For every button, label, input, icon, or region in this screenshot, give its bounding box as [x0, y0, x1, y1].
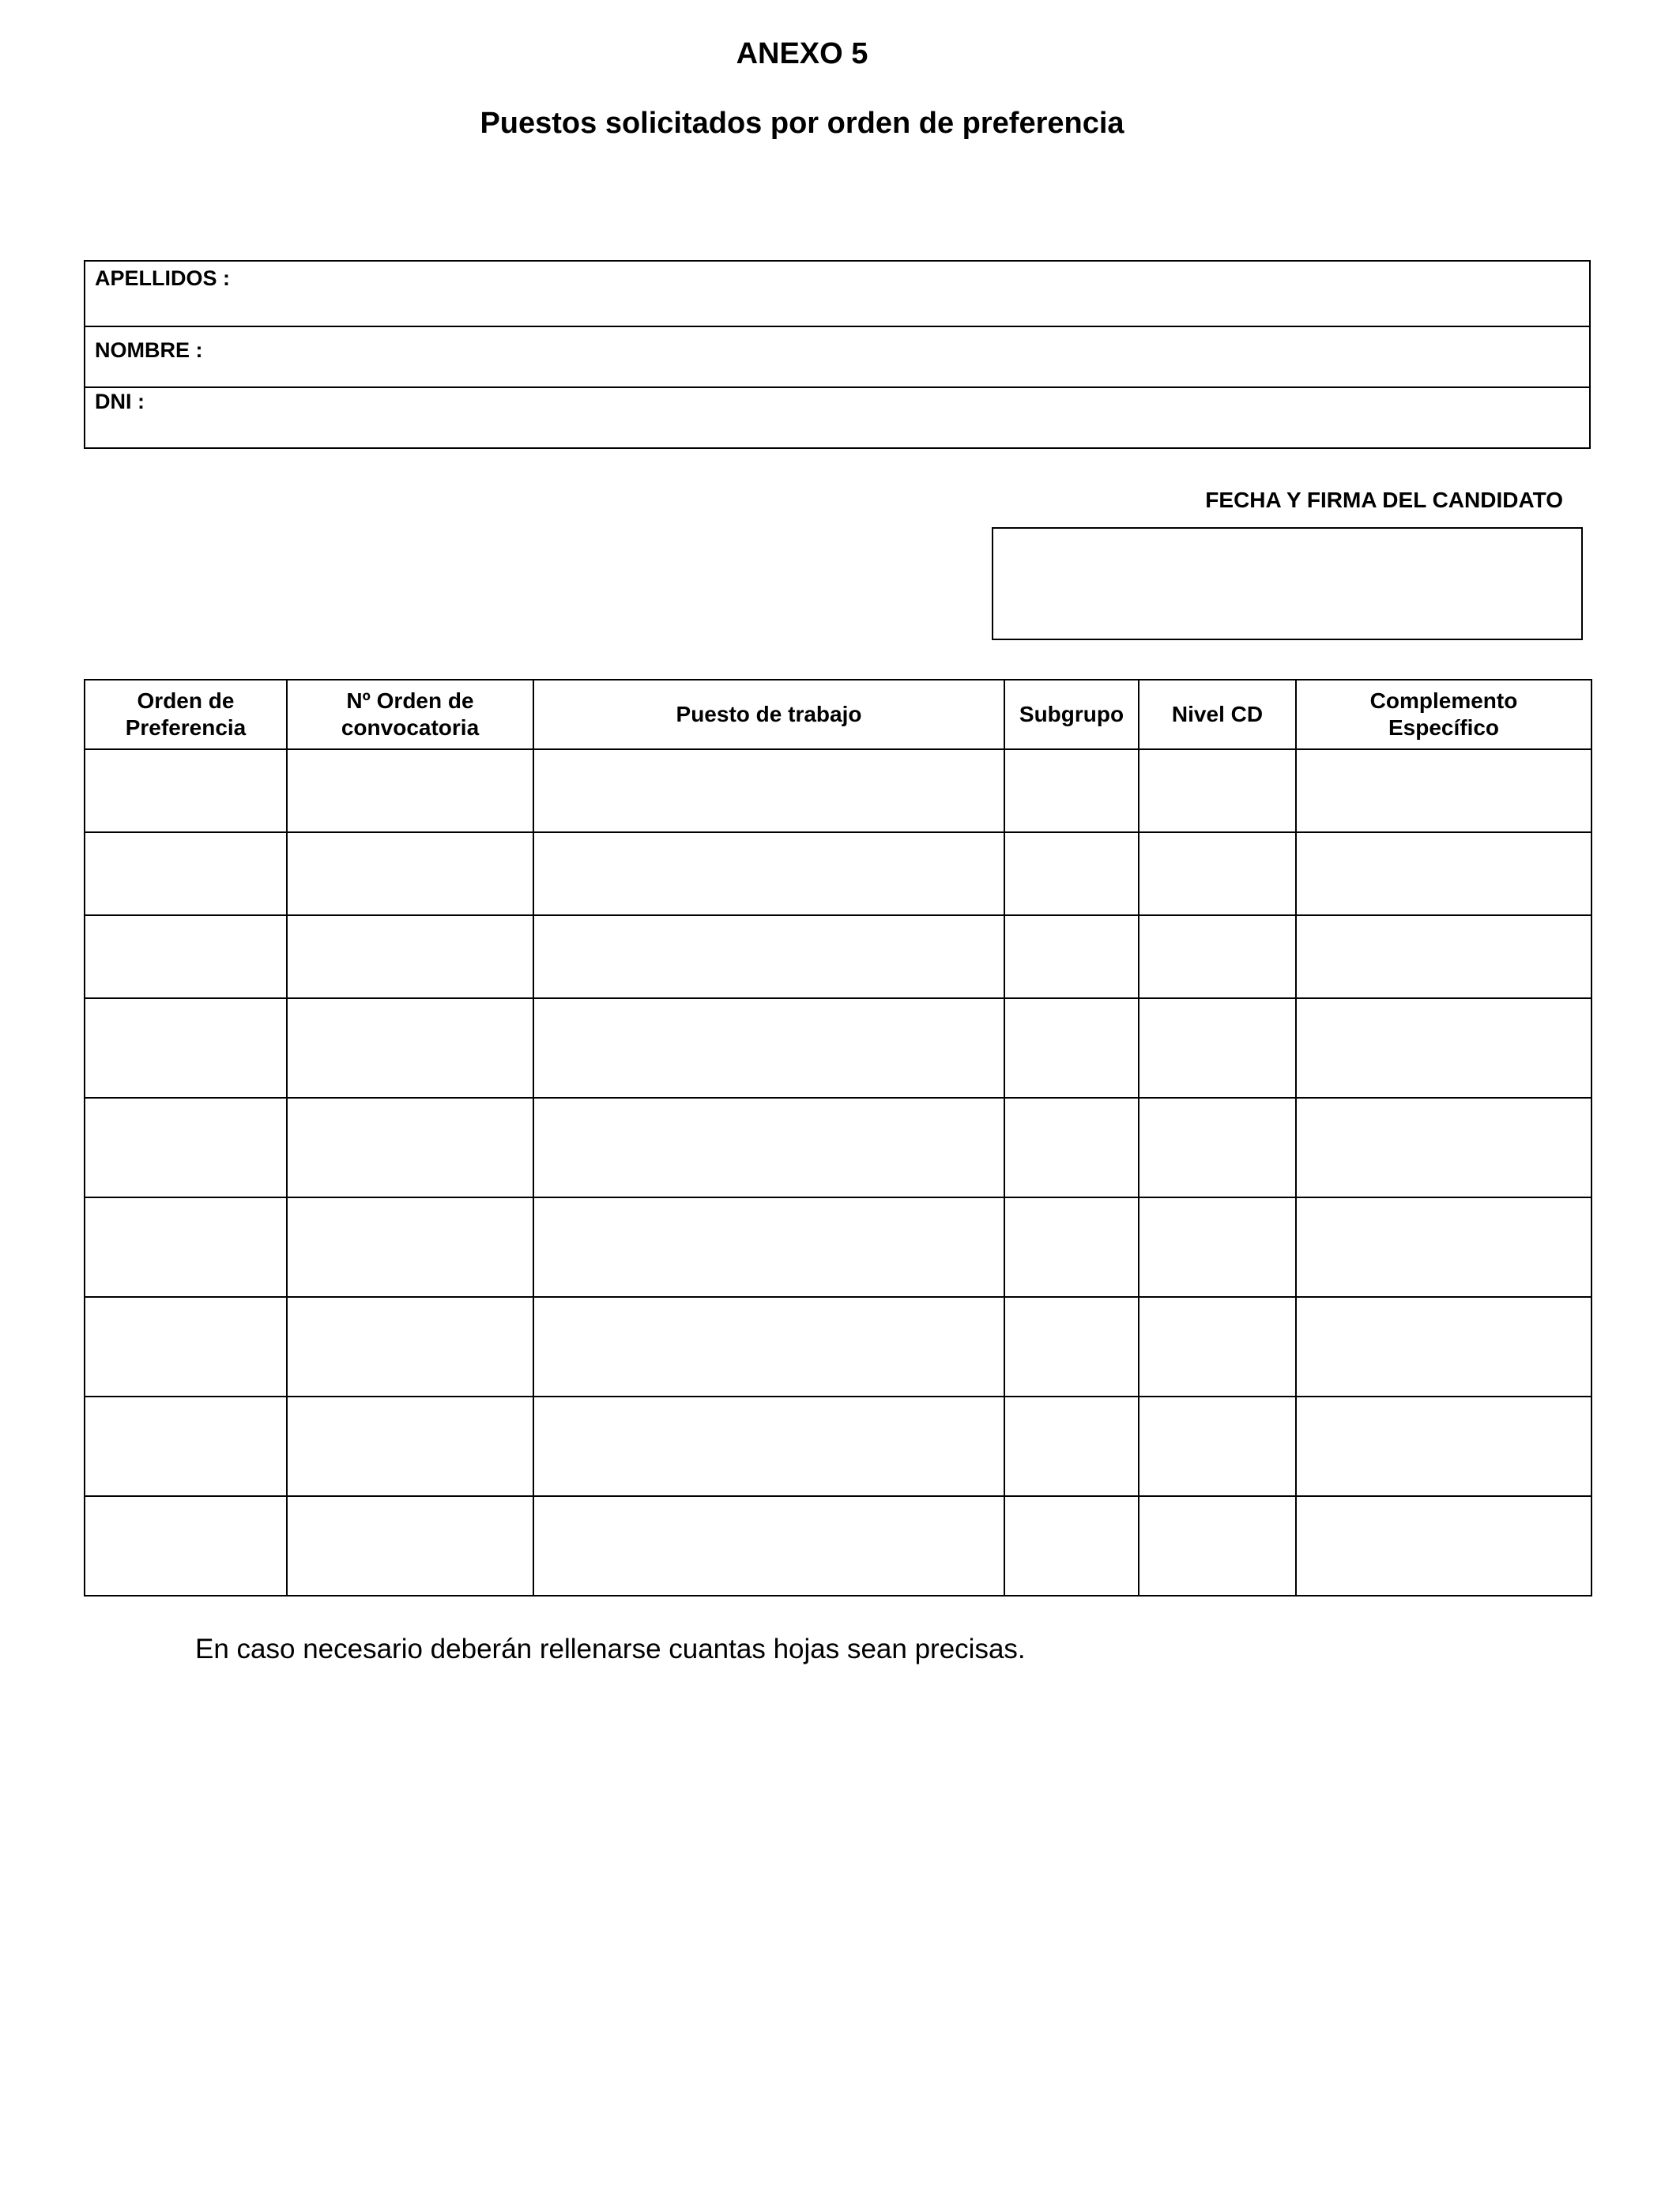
col-header-complemento-especifico: Complemento Específico	[1296, 680, 1591, 749]
col-header-orden-convocatoria: Nº Orden de convocatoria	[287, 680, 533, 749]
table-cell[interactable]	[1296, 1397, 1591, 1496]
table-cell[interactable]	[1139, 1496, 1296, 1596]
table-cell[interactable]	[1296, 998, 1591, 1098]
table-cell[interactable]	[1004, 998, 1139, 1098]
table-row	[85, 1496, 1591, 1596]
nombre-label: NOMBRE :	[95, 338, 203, 362]
signature-box[interactable]	[992, 527, 1583, 640]
table-cell[interactable]	[287, 1197, 533, 1297]
table-cell[interactable]	[1296, 915, 1591, 998]
table-cell[interactable]	[1139, 915, 1296, 998]
table-cell[interactable]	[1004, 915, 1139, 998]
form-subtitle: Puestos solicitados por orden de preferencia	[480, 107, 1124, 140]
table-cell[interactable]	[533, 1496, 1004, 1596]
table-cell[interactable]	[1004, 1297, 1139, 1397]
table-cell[interactable]	[1139, 749, 1296, 832]
table-cell[interactable]	[287, 998, 533, 1098]
table-cell[interactable]	[1004, 832, 1139, 915]
table-cell[interactable]	[533, 1197, 1004, 1297]
table-row	[85, 832, 1591, 915]
table-cell[interactable]	[85, 1197, 287, 1297]
table-row	[85, 998, 1591, 1098]
table-cell[interactable]	[85, 749, 287, 832]
table-cell[interactable]	[85, 998, 287, 1098]
table-cell[interactable]	[287, 915, 533, 998]
table-cell[interactable]	[287, 832, 533, 915]
dni-label: DNI :	[95, 390, 145, 413]
table-cell[interactable]	[1296, 749, 1591, 832]
table-row	[85, 1397, 1591, 1496]
table-cell[interactable]	[85, 1098, 287, 1197]
table-cell[interactable]	[1139, 1297, 1296, 1397]
table-cell[interactable]	[1004, 749, 1139, 832]
table-cell[interactable]	[533, 1098, 1004, 1197]
table-cell[interactable]	[85, 1496, 287, 1596]
table-cell[interactable]	[1004, 1397, 1139, 1496]
table-row	[85, 915, 1591, 998]
table-cell[interactable]	[85, 1397, 287, 1496]
table-cell[interactable]	[1296, 1197, 1591, 1297]
table-row	[85, 1197, 1591, 1297]
col-header-puesto-trabajo: Puesto de trabajo	[533, 680, 1004, 749]
table-cell[interactable]	[287, 749, 533, 832]
table-cell[interactable]	[287, 1297, 533, 1397]
nombre-field[interactable]	[85, 327, 1589, 388]
table-cell[interactable]	[533, 749, 1004, 832]
table-cell[interactable]	[1296, 1098, 1591, 1197]
table-cell[interactable]	[287, 1397, 533, 1496]
table-cell[interactable]	[1139, 998, 1296, 1098]
table-cell[interactable]	[533, 1397, 1004, 1496]
table-cell[interactable]	[287, 1496, 533, 1596]
table-cell[interactable]	[1004, 1496, 1139, 1596]
table-header-row	[85, 680, 1591, 749]
table-cell[interactable]	[533, 915, 1004, 998]
table-cell[interactable]	[1296, 832, 1591, 915]
table-cell[interactable]	[1139, 1397, 1296, 1496]
table-cell[interactable]	[1139, 832, 1296, 915]
col-header-subgrupo: Subgrupo	[1004, 680, 1139, 749]
signature-label: FECHA Y FIRMA DEL CANDIDATO	[1205, 488, 1563, 512]
table-cell[interactable]	[1004, 1197, 1139, 1297]
annex-title: ANEXO 5	[736, 37, 868, 70]
table-cell[interactable]	[1139, 1098, 1296, 1197]
col-header-nivel-cd: Nivel CD	[1139, 680, 1296, 749]
table-cell[interactable]	[1139, 1197, 1296, 1297]
table-cell[interactable]	[85, 1297, 287, 1397]
table-cell[interactable]	[533, 832, 1004, 915]
apellidos-label: APELLIDOS :	[95, 266, 231, 290]
table-cell[interactable]	[533, 1297, 1004, 1397]
table-cell[interactable]	[85, 915, 287, 998]
dni-field[interactable]	[85, 388, 1589, 447]
table-row	[85, 1098, 1591, 1197]
table-cell[interactable]	[1296, 1496, 1591, 1596]
table-cell[interactable]	[1296, 1297, 1591, 1397]
col-header-orden-preferencia: Orden de Preferencia	[85, 680, 287, 749]
table-row	[85, 749, 1591, 832]
table-cell[interactable]	[533, 998, 1004, 1098]
apellidos-field[interactable]	[85, 262, 1589, 327]
table-row	[85, 1297, 1591, 1397]
table-cell[interactable]	[287, 1098, 533, 1197]
footer-note: En caso necesario deberán rellenarse cuantas hojas sean precisas.	[195, 1634, 1026, 1664]
table-cell[interactable]	[85, 832, 287, 915]
personal-data-box	[84, 260, 1591, 449]
preference-table	[84, 679, 1592, 1596]
table-cell[interactable]	[1004, 1098, 1139, 1197]
